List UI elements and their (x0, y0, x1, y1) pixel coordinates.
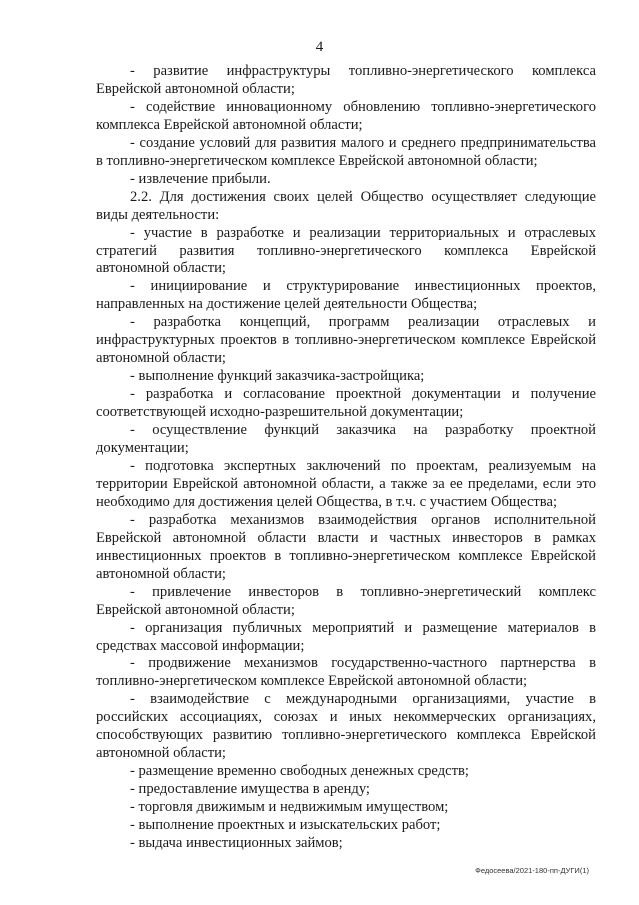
paragraph: - организация публичных мероприятий и размещение материалов в средствах массовой информации; (96, 619, 596, 654)
paragraph: - привлечение инвесторов в топливно-энергетический комплекс Еврейской автономной области; (96, 583, 596, 618)
paragraph: - участие в разработке и реализации территориальных и отраслевых стратегий развития топливно-энергетического комплекса Еврейской автономной области; (96, 224, 596, 277)
paragraph: - извлечение прибыли. (130, 170, 271, 187)
paragraph: - создание условий для развития малого и среднего предпринимательства в топливно-энергетическом комплексе Еврейской автономной области; (96, 134, 596, 169)
paragraph: - торговля движимым и недвижимым имуществом; (130, 799, 449, 816)
paragraph: - содействие инновационному обновлению топливно-энергетического комплекса Еврейской автономной области; (96, 98, 596, 133)
paragraph: - разработка механизмов взаимодействия органов исполнительной Еврейской автономной области власти и частных инвесторов в рамках инвестиционных проектов в топливно-энергетическом комплексе Еврейской автономной области; (96, 511, 596, 582)
paragraph: - предоставление имущества в аренду; (130, 781, 370, 798)
paragraph: - выполнение функций заказчика-застройщика; (130, 368, 425, 385)
paragraph: - выдача инвестиционных займов; (130, 834, 343, 851)
paragraph: - разработка концепций, программ реализации отраслевых и инфраструктурных проектов в топливно-энергетическом комплексе Еврейской автономной области; (96, 314, 596, 367)
paragraph: - развитие инфраструктуры топливно-энергетического комплекса Еврейской автономной области; (96, 63, 596, 97)
paragraph: - взаимодействие с международными организациями, участие в российских ассоциациях, союзах и иных некоммерческих организациях, способствующих развитию топливно-энергетического комплекса Еврейской автономной области; (96, 691, 596, 762)
document-body (96, 63, 596, 853)
paragraph: - осуществление функций заказчика на разработку проектной документации; (96, 422, 596, 457)
paragraph: - инициирование и структурирование инвестиционных проектов, направленных на достижение целей деятельности Общества; (96, 278, 596, 313)
paragraph: - продвижение механизмов государственно-частного партнерства в топливно-энергетическом комплексе Еврейской автономной области; (96, 655, 596, 690)
paragraph: - подготовка экспертных заключений по проектам, реализуемым на территории Еврейской автономной области, а также за ее пределами, если это необходимо для достижения целей Общества, в т.ч. с участием Общества; (96, 457, 596, 510)
paragraph: - размещение временно свободных денежных средств; (130, 763, 469, 780)
paragraph: - выполнение проектных и изыскательских работ; (130, 817, 441, 834)
footer-document-code: Федосеева/2021-180-пп-ДУГИ(1) (475, 866, 589, 875)
paragraph: 2.2. Для достижения своих целей Общество осуществляет следующие виды деятельности: (96, 188, 596, 223)
paragraph: - разработка и согласование проектной документации и получение соответствующей исходно-разрешительной документации; (96, 386, 596, 421)
page-number: 4 (315, 39, 324, 55)
